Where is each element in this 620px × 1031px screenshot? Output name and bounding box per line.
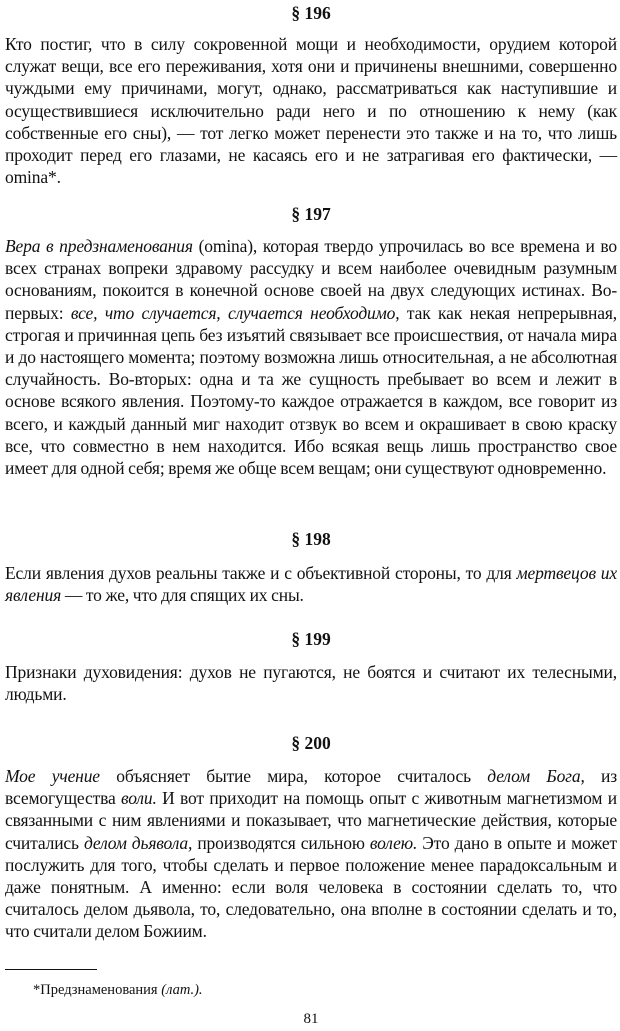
section-heading-196: § 196 [291, 3, 331, 23]
text-run: Признаки духовидения: духов не пугаются, не боятся и считают их телесными, людьми. [5, 662, 617, 705]
section-text-199 [5, 661, 617, 705]
text-run: — то же, что для спящих их сны. [61, 585, 304, 606]
section-text-196 [5, 33, 617, 188]
text-run: Кто постиг, что в силу сокровенной мощи и необходимости, орудием которой служат вещи, все его переживания, хотя они и причинены внешними, совершенно чуждыми ему причинами, могут, однако, рассматриваться как наступившие и осуществившиеся исключительно ради него и по отношению к нему (как собственные его сны), — тот легко может перенести это также и на то, что лишь проходит перед его глазами, не касаясь его и не затрагивая его фактически, — omina*. [5, 34, 617, 188]
text-run: производятся сильною [192, 832, 370, 853]
section-heading-197: § 197 [291, 204, 331, 224]
text-run: воли. [121, 788, 157, 809]
section-heading-198: § 198 [291, 529, 331, 549]
text-run: И вот приходит на помощь опыт с животным магнетизмом и связанными с ним явлениями и показывает, что магнетические действия, которые считались [5, 788, 617, 853]
footnote-text: Предзнаменования [40, 982, 158, 998]
footnote-note: (лат.). [161, 982, 203, 998]
text-run: Вера в предзнаменования [5, 236, 193, 256]
footnote-mark: * [33, 982, 41, 998]
text-run: из всемогущества [5, 766, 617, 809]
footnote [33, 981, 203, 999]
section-text-197 [5, 235, 617, 479]
text-run: мертвецов их явления [5, 563, 617, 606]
text-run: так как некая непрерывная, строгая и причинная цепь без изъятий связывает все происшествия, от начала мира и до настоящего момента; поэтому возможна лишь относительная, а не абсолютная случайность. Во-вторых: одна и та же сущность пребывает во всем и лежит в основе всякого явления. Поэтому-то каждое отражается в каждом, все говорит из всего, и каждый данный миг находит отзвук во всем и окрашивает в свою краску все, что совместно в нем находится. Ибо всякая вещь лишь пространство свое имеет для одной себя; время же обще всем вещам; они существуют одновременно. [5, 302, 617, 479]
text-run: Мое учение [5, 766, 100, 786]
page-number: 81 [303, 1011, 319, 1027]
section-text-200 [5, 765, 617, 943]
section-heading-200: § 200 [291, 733, 331, 753]
text-run: делом дьявола, [83, 832, 193, 853]
footnote-divider [5, 969, 97, 970]
text-run: объясняет бытие мира, которое считалось [99, 766, 488, 786]
text-run: делом Бога, [487, 766, 585, 786]
section-text-198 [5, 562, 617, 606]
text-run: волею. [369, 832, 418, 853]
text-run: все, что случается, случается необходимо, [70, 302, 400, 323]
text-run: (omina), которая твердо упрочилась во все времена и во всех странах вопреки здравому рассудку и всем наиболее очевидным разумным основаниям, покоится в конечной основе своей на двух следующих истинах. Во-первых: [5, 236, 617, 323]
section-heading-199: § 199 [291, 629, 331, 649]
text-run: Это дано в опыте и может послужить для того, чтобы сделать и первое положение менее парадоксальным и даже понятным. А именно: если воля человека в состоянии сделать то, что считалось делом дьявола, то, следовательно, она вполне в состоянии сделать и то, что считали делом Божиим. [5, 832, 617, 942]
text-run: Если явления духов реальны также и с объективной стороны, то для [5, 563, 517, 583]
